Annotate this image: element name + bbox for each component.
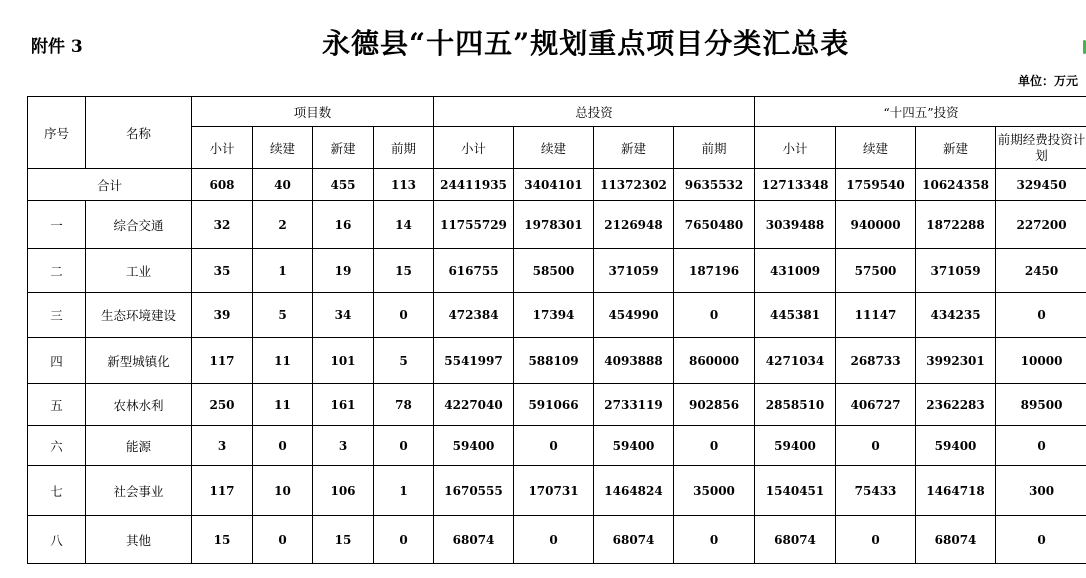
subheader-subtotal: 小计 [434,127,514,169]
row-value: 34 [313,293,374,338]
row-value: 15 [192,516,253,564]
row-value: 371059 [916,249,996,293]
total-cell: 1759540 [836,169,916,201]
total-cell: 9635532 [674,169,755,201]
row-value: 4227040 [434,384,514,426]
row-value: 17394 [514,293,594,338]
header-plan-investment: “十四五”投资 [755,97,1086,127]
row-value: 68074 [916,516,996,564]
row-value: 10 [253,466,313,516]
row-name: 生态环境建设 [86,293,192,338]
row-value: 0 [996,516,1086,564]
subheader-continue: 续建 [514,127,594,169]
row-value: 101 [313,338,374,384]
subheader-new: 新建 [313,127,374,169]
row-value: 268733 [836,338,916,384]
total-row [28,169,1086,201]
subheader-subtotal: 小计 [192,127,253,169]
total-cell: 455 [313,169,374,201]
total-cell: 113 [374,169,434,201]
row-value: 5 [253,293,313,338]
row-value: 170731 [514,466,594,516]
row-value: 0 [836,516,916,564]
total-cell: 12713348 [755,169,836,201]
header-project-count: 项目数 [192,97,434,127]
page-title: 永德县“十四五”规划重点项目分类汇总表 [322,27,850,60]
row-value: 3 [313,426,374,466]
row-value: 106 [313,466,374,516]
data-rows [28,201,1086,564]
total-cell: 24411935 [434,169,514,201]
row-value: 0 [674,426,755,466]
total-label: 合计 [28,169,192,201]
subheader-continue: 续建 [836,127,916,169]
row-value: 0 [514,516,594,564]
subheader-new: 新建 [594,127,674,169]
row-seq: 七 [28,466,86,516]
total-cell: 608 [192,169,253,201]
row-seq: 四 [28,338,86,384]
row-value: 5 [374,338,434,384]
row-value: 0 [253,426,313,466]
row-value: 3 [192,426,253,466]
row-value: 5541997 [434,338,514,384]
row-value: 2733119 [594,384,674,426]
row-value: 0 [996,426,1086,466]
row-seq: 八 [28,516,86,564]
subheader-early-plan: 前期经费投资计划 [996,127,1086,169]
row-value: 2858510 [755,384,836,426]
subheader-early: 前期 [374,127,434,169]
subheader-subtotal: 小计 [755,127,836,169]
row-name: 综合交通 [86,201,192,249]
row-value: 58500 [514,249,594,293]
row-value: 1 [253,249,313,293]
row-name: 工业 [86,249,192,293]
row-value: 59400 [916,426,996,466]
row-seq: 六 [28,426,86,466]
row-value: 59400 [594,426,674,466]
header-name: 名称 [86,97,192,169]
row-value: 2 [253,201,313,249]
row-value: 616755 [434,249,514,293]
row-value: 0 [374,293,434,338]
row-seq: 二 [28,249,86,293]
row-value: 59400 [434,426,514,466]
total-cell: 10624358 [916,169,996,201]
row-value: 89500 [996,384,1086,426]
row-name: 其他 [86,516,192,564]
subheader-early: 前期 [674,127,755,169]
row-value: 250 [192,384,253,426]
row-name: 新型城镇化 [86,338,192,384]
row-value: 16 [313,201,374,249]
row-value: 1540451 [755,466,836,516]
row-value: 0 [836,426,916,466]
row-seq: 五 [28,384,86,426]
row-value: 406727 [836,384,916,426]
table-row [28,293,1086,338]
row-value: 14 [374,201,434,249]
row-value: 117 [192,466,253,516]
unit-label: 单位：万元 [1017,74,1078,88]
row-value: 10000 [996,338,1086,384]
row-value: 0 [253,516,313,564]
table-row [28,249,1086,293]
row-value: 35000 [674,466,755,516]
row-value: 1464718 [916,466,996,516]
row-value: 2126948 [594,201,674,249]
row-value: 940000 [836,201,916,249]
row-value: 902856 [674,384,755,426]
summary-table [27,96,1086,564]
subheader-new: 新建 [916,127,996,169]
row-value: 68074 [594,516,674,564]
row-value: 68074 [434,516,514,564]
row-value: 588109 [514,338,594,384]
row-name: 农林水利 [86,384,192,426]
total-cell: 40 [253,169,313,201]
attachment-label: 附件 3 [31,37,83,57]
row-value: 15 [313,516,374,564]
row-seq: 一 [28,201,86,249]
row-value: 32 [192,201,253,249]
row-value: 445381 [755,293,836,338]
row-value: 300 [996,466,1086,516]
row-value: 11755729 [434,201,514,249]
row-value: 1 [374,466,434,516]
row-value: 161 [313,384,374,426]
row-value: 39 [192,293,253,338]
table-row [28,384,1086,426]
row-value: 227200 [996,201,1086,249]
row-value: 371059 [594,249,674,293]
row-value: 0 [996,293,1086,338]
row-value: 1872288 [916,201,996,249]
table-row [28,516,1086,564]
header-total-investment: 总投资 [434,97,755,127]
row-value: 11 [253,384,313,426]
row-value: 15 [374,249,434,293]
row-value: 1464824 [594,466,674,516]
table-row [28,426,1086,466]
row-name: 能源 [86,426,192,466]
row-value: 591066 [514,384,594,426]
row-value: 75433 [836,466,916,516]
row-value: 35 [192,249,253,293]
row-value: 11 [253,338,313,384]
row-value: 0 [374,426,434,466]
total-cell: 3404101 [514,169,594,201]
row-value: 7650480 [674,201,755,249]
row-value: 4093888 [594,338,674,384]
row-value: 59400 [755,426,836,466]
row-value: 860000 [674,338,755,384]
table-row [28,466,1086,516]
row-seq: 三 [28,293,86,338]
total-cell: 11372302 [594,169,674,201]
row-value: 2362283 [916,384,996,426]
row-value: 11147 [836,293,916,338]
row-value: 57500 [836,249,916,293]
row-value: 187196 [674,249,755,293]
subheader-continue: 续建 [253,127,313,169]
table-row [28,338,1086,384]
table-row [28,201,1086,249]
row-value: 3992301 [916,338,996,384]
row-value: 0 [514,426,594,466]
row-value: 1978301 [514,201,594,249]
row-value: 4271034 [755,338,836,384]
row-value: 0 [374,516,434,564]
row-value: 0 [674,516,755,564]
row-value: 472384 [434,293,514,338]
row-value: 1670555 [434,466,514,516]
row-value: 68074 [755,516,836,564]
row-value: 3039488 [755,201,836,249]
row-value: 434235 [916,293,996,338]
header-seq: 序号 [28,97,86,169]
row-value: 431009 [755,249,836,293]
row-name: 社会事业 [86,466,192,516]
row-value: 117 [192,338,253,384]
row-value: 2450 [996,249,1086,293]
total-cell: 329450 [996,169,1086,201]
row-value: 78 [374,384,434,426]
row-value: 19 [313,249,374,293]
row-value: 0 [674,293,755,338]
row-value: 454990 [594,293,674,338]
